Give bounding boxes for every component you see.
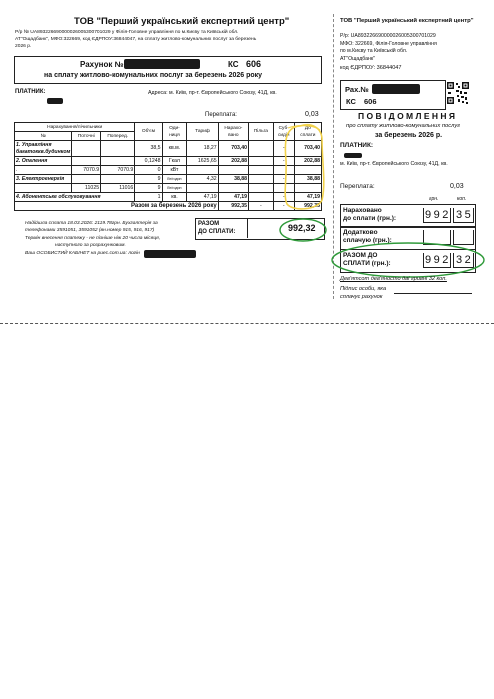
notice-accrued-cells bbox=[423, 208, 451, 223]
bill-note-5: Ваш ОСОБИСТИЙ КАБІНЕТ на puec.com.ua: логін bbox=[25, 251, 140, 256]
sum-value: 992,32 bbox=[288, 223, 316, 233]
notice-total-label-1: РАЗОМ ДО bbox=[343, 252, 378, 259]
th-current: Поточні bbox=[72, 132, 101, 141]
th-benefit: Пільга bbox=[249, 123, 274, 141]
row-subsidy: - bbox=[273, 193, 294, 202]
green-circle-notice bbox=[332, 243, 484, 277]
qr-code-icon bbox=[446, 81, 470, 105]
th-unit: Оди- ниця bbox=[162, 123, 187, 141]
bill-address: Адреса: м. Київ, пр-т. Європейського Союзу, 41Д, кв. bbox=[148, 90, 277, 96]
bill-note-4: наступного за розрахунковим. bbox=[55, 243, 126, 248]
row-unit: Вт/годин bbox=[162, 175, 187, 184]
row-tariff: 4,32 bbox=[187, 175, 218, 184]
notice-extra-label-2: сплачую (грн.): bbox=[343, 237, 392, 244]
bill-overpay-label: Переплата: bbox=[205, 112, 237, 118]
bill-account-line1: Р/р № UA893226690000026005300701029 у Філія-Головне управління по м.Києву та Київській обл. bbox=[15, 30, 239, 35]
signature-line bbox=[394, 293, 472, 294]
notice-overpay-value: 0,03 bbox=[450, 183, 464, 190]
notice-payer-label: ПЛАТНИК: bbox=[340, 142, 374, 149]
row-pay: 38,88 bbox=[294, 175, 321, 184]
notice-mfo-3: АТ"Ощадбанк" bbox=[340, 56, 375, 62]
row-subsidy: - bbox=[273, 141, 294, 157]
row-name: 2. Опалення bbox=[15, 157, 72, 166]
bill-overpay-value: 0,03 bbox=[305, 111, 319, 118]
th-volume: Об'єм bbox=[135, 123, 162, 141]
row-volume: 1 bbox=[135, 193, 162, 202]
row-volume: 9 bbox=[135, 184, 162, 193]
th-previous: Поперед. bbox=[101, 132, 135, 141]
notice-footer-3: сплачує рахунок bbox=[340, 294, 383, 300]
notice-extra-label-1: Додатково bbox=[343, 229, 378, 236]
row-unit: кв.м. bbox=[162, 141, 187, 157]
bill-note-1: Надійшла сплата 18.03.2026: 2119.78грн. Бухгалтерія за bbox=[25, 221, 158, 226]
row-subsidy: - bbox=[273, 157, 294, 166]
notice-accrued-kop-cells bbox=[453, 208, 474, 223]
bill-note-3: Термін внесення платежу - не пізніше ніж 20 числа місяця, bbox=[25, 236, 161, 241]
notice-payer-redaction bbox=[344, 153, 362, 158]
cut-line bbox=[0, 323, 494, 324]
notice-accrued-label-2: до сплати (грн.): bbox=[343, 215, 397, 222]
row-previous: 7070.9 bbox=[101, 166, 135, 175]
th-subsidy: Суб- сидія bbox=[273, 123, 294, 141]
notice-col-kop: коп. bbox=[457, 196, 467, 202]
row-name: 1. Управління багатоккв.будинком bbox=[16, 141, 71, 155]
th-no: № bbox=[15, 132, 72, 141]
total-accrued: 992,35 bbox=[218, 202, 248, 211]
notice-company: ТОВ "Перший український експертний центр" bbox=[340, 18, 474, 24]
notice-accrued-kop: 35 bbox=[456, 209, 474, 221]
invoice-code: КС bbox=[228, 60, 239, 69]
notice-account: Р/р: UA893226690000026005300701029 bbox=[340, 33, 436, 39]
invoice-label: Рахунок № bbox=[80, 60, 124, 69]
row-volume: 0,1248 bbox=[135, 157, 162, 166]
row-volume: 0 bbox=[135, 166, 162, 175]
notice-total-label-2: СПЛАТИ (грн.): bbox=[343, 260, 391, 267]
bill-account-line2: АТ"Ощадбанк", МФО:322669, код ЄДРПОУ:36844047, на сплату житлово-комунальних послуг за березень bbox=[15, 37, 257, 42]
notice-col-uah: грн. bbox=[429, 196, 439, 202]
bill-payer-label: ПЛАТНИК: bbox=[15, 89, 46, 95]
notice-subtitle: про сплату житлово-комунальних послуг bbox=[346, 123, 461, 129]
row-unit: кВт bbox=[162, 166, 187, 175]
notice-total-uah: 992 bbox=[425, 254, 451, 266]
row-accrued: 703,40 bbox=[218, 141, 248, 157]
notice-overpay-label: Переплата: bbox=[340, 183, 375, 190]
sum-label-1: РАЗОМ bbox=[198, 221, 220, 227]
total-label: Разом за березень 2026 року bbox=[15, 202, 219, 211]
notice-accrued-label-1: Нараховано bbox=[343, 207, 382, 214]
bill-note-2: телефонами 3591051, 3591052 (вн.номер 915, 916, 917) bbox=[25, 228, 155, 233]
total-benefit: - bbox=[249, 202, 274, 211]
row-tariff: 1625,65 bbox=[187, 157, 218, 166]
invoice-purpose: на сплату житлово-комунальних послуг за березень 2026 року bbox=[44, 72, 263, 79]
row-accrued: 202,88 bbox=[218, 157, 248, 166]
row-pay: 47,19 bbox=[294, 193, 321, 202]
notice-code: КС bbox=[346, 97, 356, 106]
th-to-pay: До сплати bbox=[294, 123, 321, 141]
bill-account-line3: 2026 р. bbox=[15, 44, 32, 49]
row-unit: Гкал bbox=[162, 157, 187, 166]
row-tariff: 18,27 bbox=[187, 141, 218, 157]
notice-address: м. Київ, пр-т. Європейського Союзу, 41Д, кв. bbox=[340, 161, 448, 167]
notice-green-circle bbox=[328, 237, 488, 280]
green-circle bbox=[280, 219, 326, 241]
row-volume: 38,5 bbox=[135, 141, 162, 157]
notice-number: 606 bbox=[364, 97, 377, 106]
row-name: . bbox=[15, 166, 72, 175]
notice-accrued-uah: 992 bbox=[425, 209, 451, 221]
row-volume: 9 bbox=[135, 175, 162, 184]
notice-mfo-2: по м.Києву та Київській обл. bbox=[340, 48, 408, 54]
row-previous: 11016 bbox=[101, 184, 135, 193]
notice-acc-label: Рах.№ bbox=[345, 85, 369, 94]
row-accrued: 38,88 bbox=[218, 175, 248, 184]
notice-acc-redaction bbox=[372, 84, 420, 94]
row-unit: кв. bbox=[162, 193, 187, 202]
row-name: 4. Абонентське обслуговування bbox=[15, 193, 135, 202]
row-accrued: 47,19 bbox=[218, 193, 248, 202]
th-charges: Нарахування/лічильники bbox=[15, 123, 135, 132]
notice-mfo-1: МФО: 322669, Філія-Головне управління bbox=[340, 41, 437, 47]
row-current: 7070.9 bbox=[72, 166, 101, 175]
th-accrued: Нарахо- вано bbox=[218, 123, 248, 141]
notice-title: П О В І Д О М Л Е Н Н Я bbox=[358, 111, 455, 121]
bill-company: ТОВ "Перший український експертний центр" bbox=[74, 16, 290, 27]
row-subsidy: - bbox=[273, 175, 294, 184]
notice-edrpou: код ЄДРПОУ: 36844047 bbox=[340, 65, 402, 71]
notice-footer-2: Підпис особи, яка bbox=[340, 286, 387, 292]
sum-label-2: ДО СПЛАТИ: bbox=[198, 229, 236, 235]
row-pay: 703,40 bbox=[294, 141, 321, 157]
row-pay: 202,88 bbox=[294, 157, 321, 166]
notice-period: за березень 2026 р. bbox=[375, 132, 443, 139]
th-tariff: Тариф bbox=[187, 123, 218, 141]
invoice-number: 606 bbox=[246, 59, 262, 69]
row-name: 3. Електроенергія bbox=[15, 175, 72, 184]
row-current: 11025 bbox=[72, 184, 101, 193]
yellow-highlight-scribble bbox=[285, 125, 324, 209]
row-unit: Вт/годин bbox=[162, 184, 187, 193]
row-tariff: 47,19 bbox=[187, 193, 218, 202]
total-pay: 992,35 bbox=[294, 202, 321, 211]
notice-total-kop: 32 bbox=[456, 254, 474, 266]
notice-footer-1: Дев'ятсот дев'яносто дві гривні 32 коп. bbox=[340, 276, 447, 282]
total-subsidy: - bbox=[273, 202, 294, 211]
